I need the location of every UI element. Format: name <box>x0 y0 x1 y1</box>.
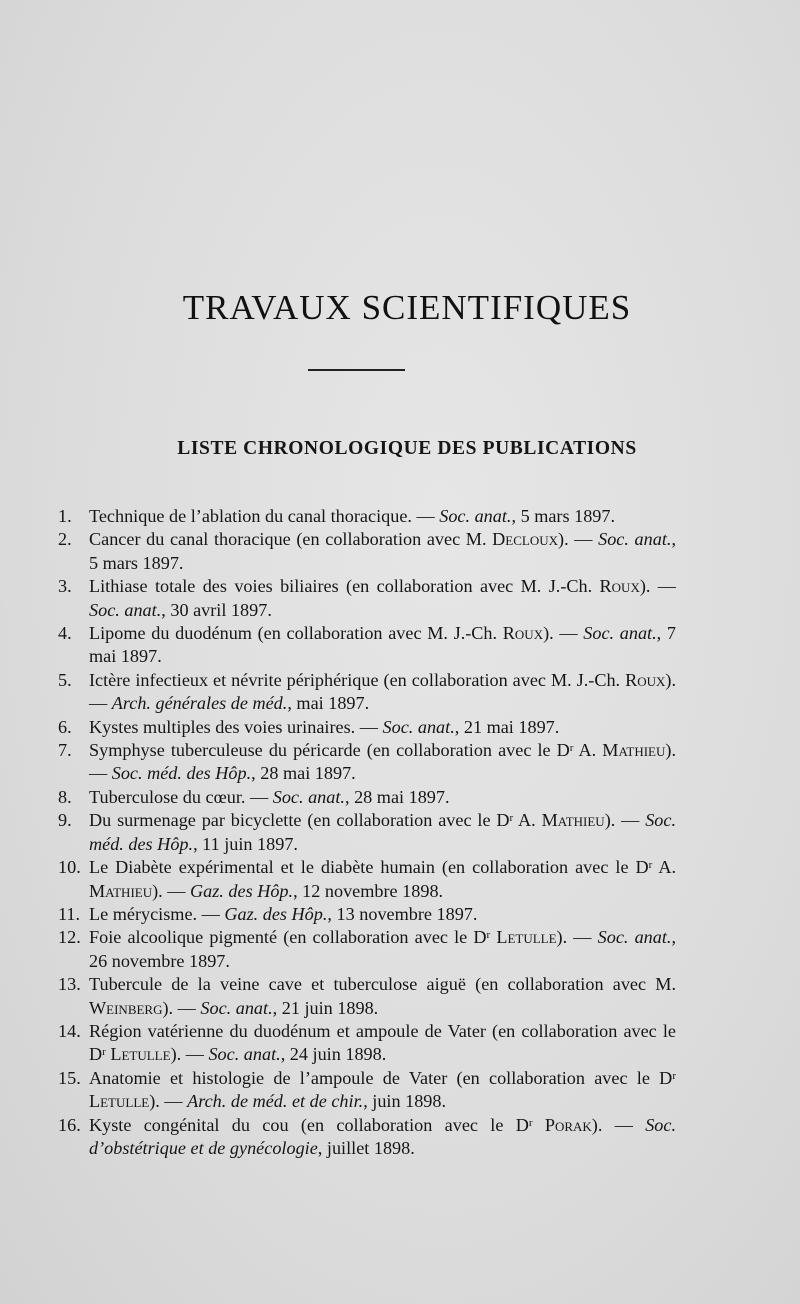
journal-name: Soc. anat. <box>200 997 273 1018</box>
journal-name: Soc. anat. <box>597 927 672 948</box>
title-superscript: r <box>648 859 653 872</box>
collaborator-name: Weinberg <box>89 997 163 1018</box>
title-superscript: r <box>509 812 514 825</box>
publication-date: , 28 mai 1897. <box>344 786 450 807</box>
journal-name: Soc. d’obstétrique et de gynécologie <box>89 1114 676 1158</box>
section-heading: LISTE CHRONOLOGIQUE DES PUBLICATIONS <box>177 438 637 459</box>
publication-date: , 11 juin 1897. <box>193 833 298 854</box>
publication-date: , 26 novembre 1897. <box>89 927 677 971</box>
publication-text-after: ). — <box>591 1114 646 1135</box>
publication-text-after: ). — <box>556 927 598 948</box>
journal-name: Arch. générales de méd. <box>111 693 288 714</box>
journal-name: Soc. méd. des Hôp. <box>89 810 676 854</box>
publication-text-after: ). — <box>89 669 676 714</box>
publication-text-after: ). — <box>152 880 190 901</box>
publication-text-after: ). — <box>149 1091 188 1112</box>
publication-number: 3. <box>58 576 72 597</box>
journal-name: Gaz. des Hôp. <box>190 880 294 901</box>
publication-date: , 13 novembre 1897. <box>327 903 478 924</box>
publication-text: Ictère infectieux et névrite périphérique (en collaboration avec M. J.-Ch. <box>89 669 626 690</box>
publication-number: 7. <box>58 740 72 761</box>
journal-name: Soc. anat. <box>272 786 345 807</box>
collaborator-name: Porak <box>544 1114 592 1135</box>
publication-text-after: ). — <box>543 623 584 644</box>
journal-name: Arch. de méd. et de chir. <box>187 1091 364 1112</box>
journal-name: Soc. anat. <box>439 506 512 526</box>
publication-item <box>58 505 676 528</box>
title-superscript: r <box>102 1046 106 1059</box>
publication-text: Le Diabète expérimental et le diabète humain (en collaboration avec le D <box>89 857 649 878</box>
publication-text: Cancer du canal thoracique (en collaboration avec M. <box>89 529 493 550</box>
publication-list <box>58 505 676 1160</box>
publication-number: 11. <box>58 903 81 924</box>
publication-text-after: ). — <box>162 997 201 1018</box>
publication-date: , 7 mai 1897. <box>89 623 676 667</box>
publication-text-after: ). — <box>639 576 676 597</box>
journal-name: Soc. anat. <box>89 599 162 620</box>
publication-item <box>58 973 676 1020</box>
publication-number: 1. <box>58 506 72 526</box>
publication-text: Tuberculose du cœur. — <box>89 786 273 807</box>
publication-date: , 28 mai 1897. <box>251 763 356 784</box>
publication-text: Symphyse tuberculeuse du péricarde (en collaboration avec le D <box>89 740 570 761</box>
publication-text: Technique de l’ablation du canal thoracique. — <box>89 506 440 526</box>
publication-text-after: ). — <box>89 740 676 784</box>
publication-number: 2. <box>58 529 72 550</box>
publication-number: 16. <box>58 1114 81 1135</box>
publication-text: Du surmenage par bicyclette (en collaboration avec le D <box>89 810 510 831</box>
collaborator-name: Letulle <box>110 1044 171 1065</box>
publication-item <box>58 926 676 973</box>
publication-text: Foie alcoolique pigmenté (en collaboration avec le D <box>89 927 487 948</box>
publication-item <box>58 809 676 856</box>
collaborator-name: Roux <box>625 669 666 690</box>
publication-item <box>58 1020 676 1067</box>
publication-text-after: ). — <box>558 529 599 550</box>
title-superscript: r <box>672 1069 676 1082</box>
title-superscript: r <box>569 742 574 755</box>
publication-item <box>58 739 676 786</box>
publication-item <box>58 1114 676 1161</box>
title-rule <box>308 369 405 371</box>
publication-date: , 21 mai 1897. <box>454 716 560 737</box>
publication-date: , 12 novembre 1898. <box>293 880 444 901</box>
publication-text-after: ). — <box>170 1044 209 1065</box>
journal-name: Soc. anat. <box>382 716 455 737</box>
publication-item <box>58 622 676 669</box>
publication-text: Lithiase totale des voies biliaires (en collaboration avec M. J.-Ch. <box>89 576 600 597</box>
collaborator-name: Letulle <box>89 1091 150 1112</box>
title-superscript: r <box>528 1116 533 1129</box>
publication-item <box>58 528 676 575</box>
title-superscript: r <box>486 929 491 942</box>
publication-text: Kystes multiples des voies urinaires. — <box>89 716 383 737</box>
publication-text-mid: A. <box>652 857 676 878</box>
publication-date: , 24 juin 1898. <box>280 1044 387 1065</box>
journal-name: Soc. méd. des Hôp. <box>111 763 252 784</box>
publication-date: , juin 1898. <box>363 1091 447 1112</box>
publication-number: 13. <box>58 974 81 995</box>
publication-text-after: ). — <box>604 810 646 831</box>
publication-text-mid <box>533 1115 545 1135</box>
publication-text-mid: A. <box>513 810 542 831</box>
publication-item <box>58 786 676 809</box>
publication-number: 15. <box>58 1067 81 1088</box>
publication-number: 10. <box>58 857 81 878</box>
publication-date: , 30 avril 1897. <box>161 599 272 620</box>
journal-name: Gaz. des Hôp. <box>224 903 328 924</box>
publication-date: , 5 mars 1897. <box>89 529 676 573</box>
publication-number: 14. <box>58 1020 81 1041</box>
publication-text: Région vatérienne du duodénum et ampoule de Vater (en collaboration avec le D <box>89 1020 676 1065</box>
publication-date: , 21 juin 1898. <box>272 997 379 1018</box>
publication-date: , mai 1897. <box>287 693 370 714</box>
publication-number: 5. <box>58 669 72 690</box>
collaborator-name: Letulle <box>496 927 557 948</box>
publication-date: , juillet 1898. <box>317 1137 415 1158</box>
publication-text: Anatomie et histologie de l’ampoule de Vater (en collaboration avec le D <box>89 1067 673 1088</box>
collaborator-name: Roux <box>599 576 640 597</box>
publication-number: 9. <box>58 810 72 831</box>
publication-text: Le mérycisme. — <box>89 903 225 924</box>
journal-name: Soc. anat. <box>208 1044 281 1065</box>
journal-name: Soc. anat. <box>583 623 657 644</box>
publication-text: Tubercule de la veine cave et tuberculose aiguë (en collaboration avec M. <box>89 974 676 995</box>
publication-item <box>58 1067 676 1114</box>
publication-text: Kyste congénital du cou (en collaboration avec le D <box>89 1114 529 1135</box>
publication-item <box>58 669 676 716</box>
collaborator-name: Decloux <box>492 529 559 550</box>
publication-text: Lipome du duodénum (en collaboration avec M. J.-Ch. <box>89 623 503 644</box>
page-title: TRAVAUX SCIENTIFIQUES <box>182 288 632 327</box>
publication-item <box>58 716 676 739</box>
journal-name: Soc. anat. <box>598 529 672 550</box>
publication-item <box>58 856 676 903</box>
publication-number: 12. <box>58 927 81 948</box>
publication-number: 8. <box>58 786 72 807</box>
publication-item <box>58 575 676 622</box>
publication-item <box>58 903 676 926</box>
publication-text-mid: A. <box>573 740 603 761</box>
publication-date: , 5 mars 1897. <box>511 506 616 526</box>
publication-number: 6. <box>58 716 72 737</box>
publication-number: 4. <box>58 623 72 644</box>
collaborator-name: Mathieu <box>541 810 605 831</box>
collaborator-name: Mathieu <box>602 740 666 761</box>
collaborator-name: Mathieu <box>89 880 153 901</box>
collaborator-name: Roux <box>502 623 544 644</box>
